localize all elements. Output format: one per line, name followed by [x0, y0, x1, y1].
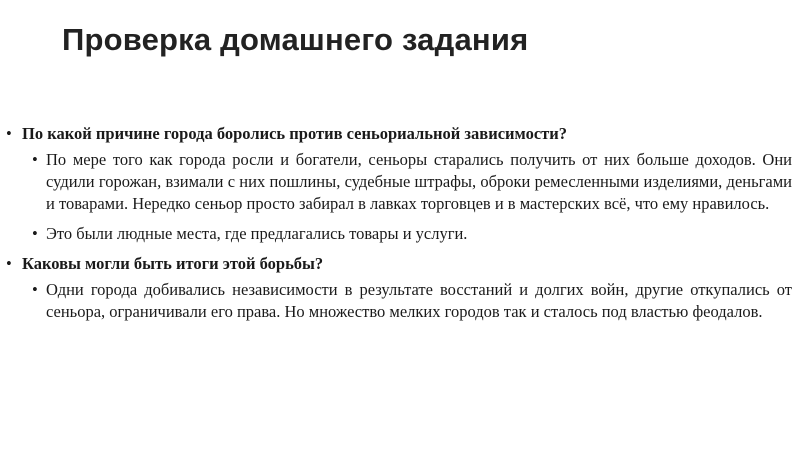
question-2	[6, 253, 796, 275]
answer-text: Одни города добивались независимости в результате восстаний и долгих войн, другие откупались от сеньора, ограничивали его права. Но множество мелких городов так и сталось под властью феодалов.	[46, 280, 792, 321]
slide-title: Проверка домашнего задания	[62, 22, 529, 57]
answer-text: Это были людные места, где предлагались товары и услуги.	[46, 224, 468, 243]
bullet-icon: •	[6, 124, 12, 143]
answer-1-2	[6, 223, 796, 245]
answer-2-1	[6, 279, 796, 323]
bullet-icon: •	[32, 280, 38, 299]
answer-1-1	[6, 149, 796, 215]
bullet-icon: •	[32, 224, 38, 243]
bullet-icon: •	[6, 254, 12, 273]
answer-text: По мере того как города росли и богатели, сеньоры старались получить от них больше доходов. Они судили горожан, взимали с них пошлины, судебные штрафы, оброки ремесленными изделиями, деньгами и товарами. Нередко сеньор просто забирал в лавках торговцев и в мастерских всё, что ему нравилось.	[46, 150, 792, 213]
bullet-icon: •	[32, 150, 38, 169]
question-text: Каковы могли быть итоги этой борьбы?	[22, 254, 324, 273]
question-1	[6, 123, 796, 145]
question-text: По какой причине города боролись против сеньориальной зависимости?	[22, 124, 568, 143]
slide-content	[6, 123, 796, 331]
